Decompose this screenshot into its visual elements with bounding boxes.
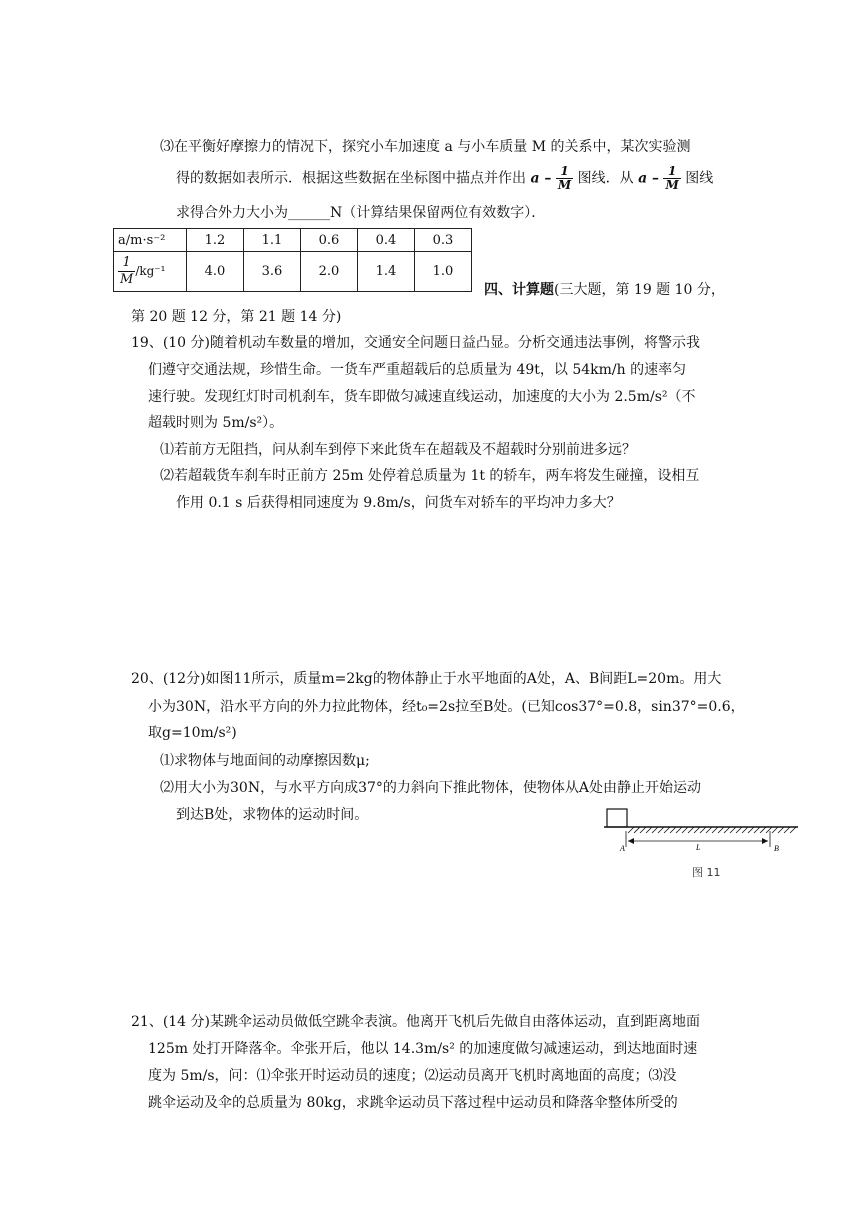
table-cell: 3.6: [244, 252, 301, 292]
section-heading: [484, 280, 725, 300]
q19-line3: 速行驶。发现红灯时司机刹车，货车即做匀减速直线运动，加速度的大小为 2.5m/s²（不: [148, 389, 696, 405]
q20-line1: 20、(12分)如图11所示，质量m=2kg的物体静止于水平地面的A处，A、B间距L=20m。用大: [131, 671, 722, 687]
q19-line1: 19、(10 分)随着机动车数量的增加，交通安全问题日益凸显。分析交通违法事例，将警示我: [131, 335, 701, 351]
q18-part3-line3-text-a: 求得合外力大小为: [176, 205, 288, 221]
section-title: 四、计算题: [484, 282, 554, 298]
table-cell: 1.4: [358, 252, 415, 292]
fraction-1-over-m: $\frac{1}{M}$: [557, 164, 572, 192]
q21-line2: 125m 处打开降落伞。伞张开后，他以 14.3m/s² 的加速度做匀减速运动，到达地面时速: [148, 1041, 698, 1057]
q20-part1: ⑴求物体与地面间的动摩擦因数μ;: [160, 753, 370, 769]
table-cell: 2.0: [301, 252, 358, 292]
q20-part2-line1: ⑵用大小为30N，与水平方向成37°的力斜向下推此物体，使物体从A处由静止开始运动: [160, 780, 701, 796]
formula-lhs: a –: [530, 170, 552, 187]
q18-part3-line1: ⑶在平衡好摩擦力的情况下，探究小车加速度 a 与小车质量 M 的关系中，某次实验测: [160, 139, 691, 155]
arrow-left-icon: [628, 838, 634, 844]
table-cell: 0.6: [301, 229, 358, 252]
fraction-1-over-m-2: $\frac{1}{M}$: [665, 164, 679, 192]
label-l: L: [696, 843, 701, 852]
q18-part3-line2-text-a: 得的数据如表所示．根据这些数据在坐标图中描点并作出: [176, 170, 526, 187]
block-icon: [607, 809, 627, 827]
table-cell: 1.1: [244, 229, 301, 252]
answer-blank: ______: [288, 205, 330, 221]
label-a: A: [620, 844, 625, 853]
q18-part3-line2-text-b: 图线．从: [577, 170, 634, 187]
section-desc-a: (三大题，第 19 题 10 分，: [554, 282, 725, 298]
figure-caption: 图 11: [692, 866, 721, 879]
arrow-right-icon: [762, 838, 768, 844]
q20-part2-line2: 到达B处，求物体的运动时间。: [176, 807, 369, 823]
table-row-acceleration: [114, 229, 472, 252]
q20-line3: 取g=10m/s²): [148, 725, 237, 741]
q18-part3-line2: [176, 165, 713, 192]
q18-part3-line3: [176, 203, 545, 223]
q19-line4: 超载时则为 5m/s²）。: [148, 415, 284, 431]
data-table: [113, 228, 472, 292]
table-cell: 1.2: [187, 229, 244, 252]
q21-line1: 21、(14 分)某跳伞运动员做低空跳伞表演。他离开飞机后先做自由落体运动，直到距离地面: [131, 1014, 701, 1030]
formula-lhs-2: a –: [638, 170, 660, 187]
table-row-inverse-mass: [114, 252, 472, 292]
ground-hatching: [628, 827, 796, 833]
label-b: B: [774, 844, 779, 853]
table-row-label-acceleration: a/m·s⁻²: [114, 229, 187, 252]
q19-part2-line2: 作用 0.1 s 后获得相同速度为 9.8m/s，问货车对轿车的平均冲力多大？: [176, 495, 621, 511]
q19-line2: 们遵守交通法规，珍惜生命。一货车严重超载后的总质量为 49t，以 54km/h 的速率匀: [148, 362, 687, 378]
table-cell: 4.0: [187, 252, 244, 292]
table-cell: 1.0: [415, 252, 472, 292]
table-row-label-inverse-mass: $\frac{1}{M}$ /kg⁻¹: [114, 252, 187, 292]
table-cell: 0.4: [358, 229, 415, 252]
q20-line2: 小为30N，沿水平方向的外力拉此物体，经t₀=2s拉至B处。(已知cos37°=0.8，sin37°=0.6，: [148, 699, 745, 715]
q18-part3-line3-text-b: N（计算结果保留两位有效数字）．: [330, 205, 546, 221]
q19-part1: ⑴若前方无阻挡，问从刹车到停下来此货车在超载及不超载时分别前进多远？: [160, 442, 636, 458]
q19-part2-line1: ⑵若超载货车刹车时正前方 25m 处停着总质量为 1t 的轿车，两车将发生碰撞，设相互: [160, 468, 700, 484]
q21-line3: 度为 5m/s，问：⑴伞张开时运动员的速度；⑵运动员离开飞机时离地面的高度；⑶没: [148, 1068, 677, 1084]
q18-part3-line2-text-c: 图线: [685, 170, 714, 187]
q21-line4: 跳伞运动及伞的总质量为 80kg，求跳伞运动员下落过程中运动员和降落伞整体所受的: [148, 1095, 678, 1111]
section-desc-b: 第 20 题 12 分，第 21 题 14 分): [131, 309, 342, 325]
table-cell: 0.3: [415, 229, 472, 252]
